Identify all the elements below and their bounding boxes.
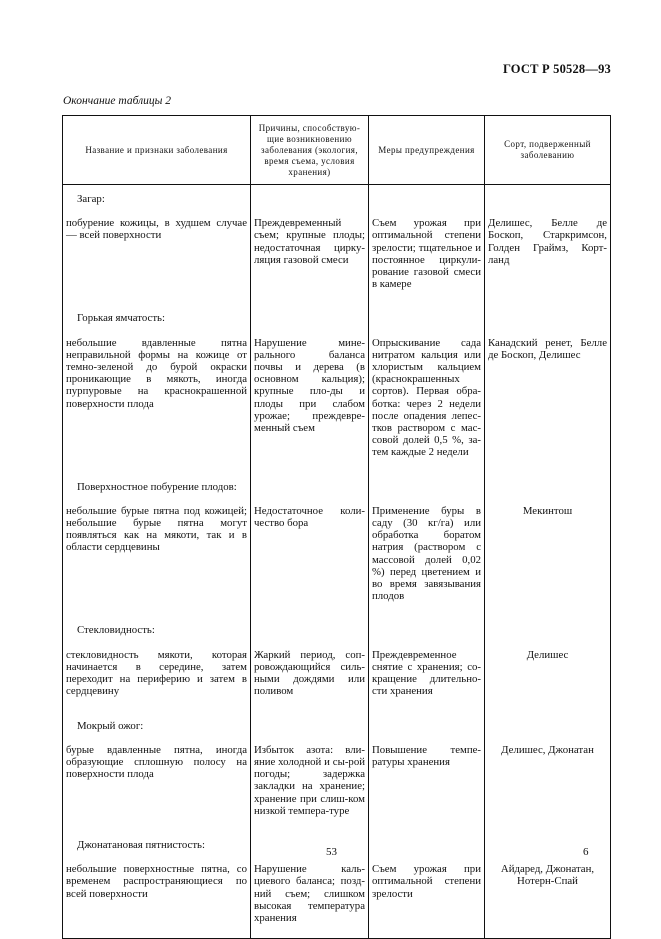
cause-cell: Недостаточное коли-чество бора — [251, 505, 369, 617]
section-row — [63, 185, 611, 218]
prevention-cell: Применение буры в саду (30 кг/га) или обработка боратом натрия (раствором с массовой долей 0,02 %) перед цветением и во время завязывания плодов — [369, 505, 485, 617]
varieties-cell: Делишес, Белле де Боскоп, Старкримсон, Голден Граймз, Корт-ланд — [485, 217, 611, 304]
section-title: Поверхностное побурение плодов: — [63, 473, 251, 505]
symptom-cell: небольшие бурые пятна под кожицей; небольшие бурые пятна могут появляться как на мякоти, так и в области сердцевины — [63, 505, 251, 617]
table-row — [63, 505, 611, 617]
varieties-cell: Мекинтош — [485, 505, 611, 617]
cause-cell: Жаркий период, соп-ровождающийся силь-ными дождями или поливом — [251, 649, 369, 712]
cause-cell: Нарушение каль-циевого баланса; позд-ний съем; слишком высокая температура хранения — [251, 863, 369, 939]
varieties-cell: Канадский ренет, Белле де Боскоп, Делишес — [485, 337, 611, 473]
section-row — [63, 616, 611, 648]
header-varieties: Сорт, подверженный заболеванию — [485, 116, 611, 185]
symptom-cell: небольшие вдавленные пятна неправильной формы на кожице от темно-зеленой до бурой окраски проникающие в мякоть, иногда пурпуровые на краснокрашенной поверхности плода — [63, 337, 251, 473]
section-row — [63, 712, 611, 744]
disease-table — [62, 115, 611, 939]
symptom-cell: стекловидность мякоти, которая начинается в середине, затем переходит на периферию и затем в сердцевину — [63, 649, 251, 712]
section-title: Горькая ямчатость: — [63, 304, 251, 336]
prevention-cell: Съем урожая при оптимальной степени зрелости — [369, 863, 485, 939]
cause-cell: Преждевременный съем; крупные плоды; недостаточная цирку-ляция газовой смеси — [251, 217, 369, 304]
table-row — [63, 337, 611, 473]
table-header-row — [63, 116, 611, 185]
symptom-cell: побурение кожицы, в худшем случае — всей поверхности — [63, 217, 251, 304]
table-row — [63, 863, 611, 939]
prevention-cell: Съем урожая при оптимальной степени зрелости; тщательное и постоянное циркули-рование газовой смеси в камере — [369, 217, 485, 304]
prevention-cell: Преждевременное снятие с хранения; со-кращение длительно-сти хранения — [369, 649, 485, 712]
symptom-cell: небольшие поверхностные пятна, со временем распространяющиеся по всей поверхности — [63, 863, 251, 939]
prevention-cell: Повышение темпе-ратуры хранения — [369, 744, 485, 831]
cause-cell: Избыток азота: вли-яние холодной и сы-рой погоды; задержка закладки на хранение; хранение при слиш-ком низкой темпера-туре — [251, 744, 369, 831]
header-prevention: Меры предупреждения — [369, 116, 485, 185]
table-row — [63, 649, 611, 712]
header-disease: Название и признаки заболевания — [63, 116, 251, 185]
section-row — [63, 473, 611, 505]
section-title: Мокрый ожог: — [63, 712, 251, 744]
table-caption: Окончание таблицы 2 — [63, 95, 171, 107]
table-row — [63, 744, 611, 831]
document-code: ГОСТ Р 50528—93 — [502, 62, 611, 76]
varieties-cell: Айдаред, Джонатан, Нотерн-Спай — [485, 863, 611, 939]
page-number: 53 — [326, 846, 337, 858]
symptom-cell: бурые вдавленные пятна, иногда образующие сплошную полосу на поверхности плода — [63, 744, 251, 831]
varieties-cell: Делишес — [485, 649, 611, 712]
sheet-number: 6 — [583, 846, 589, 858]
prevention-cell: Опрыскивание сада нитратом кальция или хлористым кальцием (краснокрашенных сортов). Первая обра-ботка: через 2 недели после опадения лепес-тков раствором с мас-совой долей 0,5 %, за-тем каждые 2 недели — [369, 337, 485, 473]
section-title: Стекловидность: — [63, 616, 251, 648]
varieties-cell: Делишес, Джонатан — [485, 744, 611, 831]
header-causes: Причины, способствую-щие возникновению заболевания (экология, время съема, условия хранения) — [251, 116, 369, 185]
cause-cell: Нарушение мине-рального баланса почвы и дерева (в основном кальция); крупные пло-ды и плоды при слабом урожае; преждевре-менный съем — [251, 337, 369, 473]
section-title: Загар: — [63, 185, 251, 218]
section-title: Джонатановая пятнистость: — [63, 831, 251, 863]
table-row — [63, 217, 611, 304]
section-row — [63, 304, 611, 336]
